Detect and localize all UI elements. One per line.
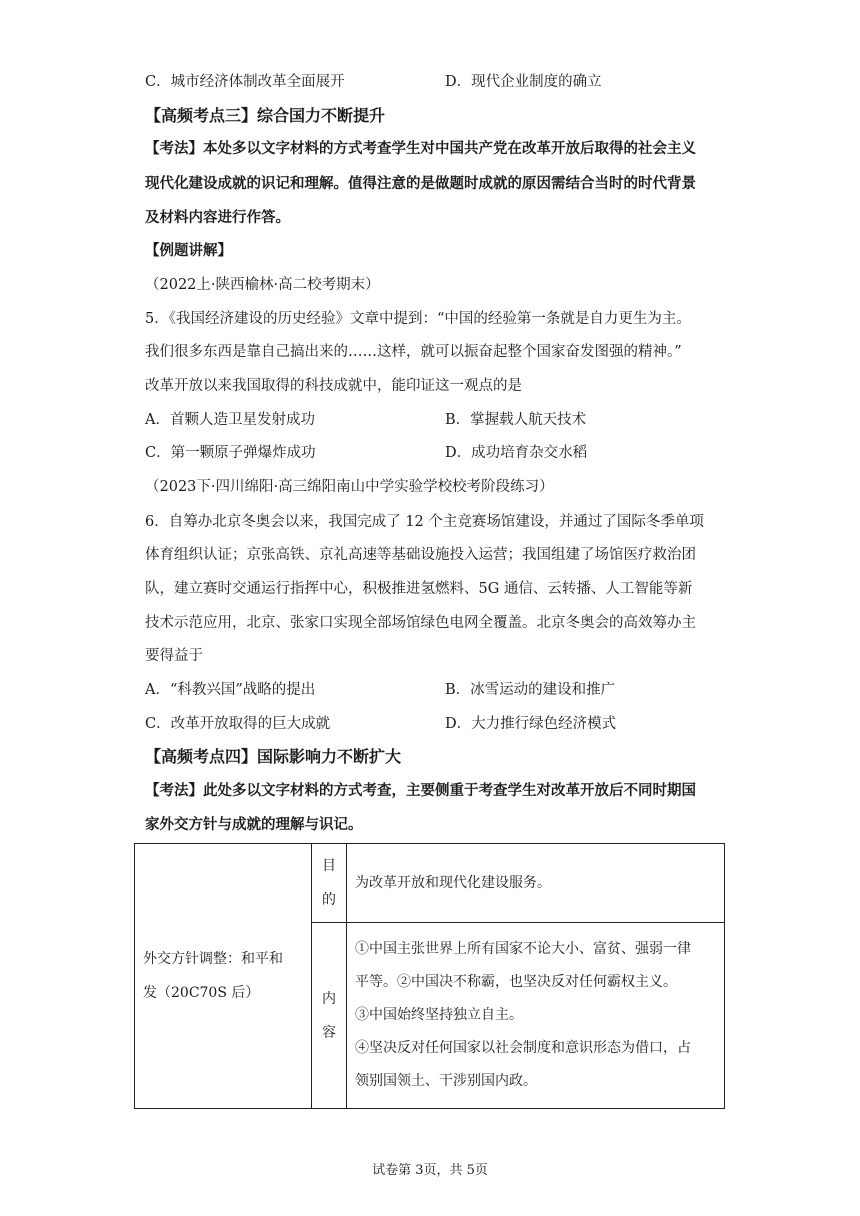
section3-heading: 【高频考点三】综合国力不断提升	[145, 106, 386, 125]
q6-option-c: C．改革开放取得的巨大成就	[145, 716, 331, 732]
content-line1: ①中国主张世界上所有国家不论大小、富贫、强弱一律	[355, 941, 691, 957]
q6-line5: 要得益于	[145, 648, 203, 664]
option-d-prev: D．现代企业制度的确立	[445, 74, 602, 90]
section4-kaofa-line1: 【考法】此处多以文字材料的方式考查，主要侧重于考查学生对改革开放后不同时期国	[145, 783, 696, 799]
q6-option-b: B．冰雪运动的建设和推广	[445, 682, 616, 698]
content-text-cell	[347, 923, 725, 1109]
q6-line3: 队，建立赛时交通运行指挥中心，积极推进氢燃料、5G 通信、云转播、人工智能等新	[145, 581, 693, 597]
purpose-text: 为改革开放和现代化建设服务。	[355, 874, 551, 891]
content-label-cell	[312, 923, 347, 1109]
section3-kaofa-line3: 及材料内容进行作答。	[145, 210, 290, 226]
diplomacy-table	[134, 843, 725, 1109]
purpose-text-cell	[347, 844, 725, 923]
purpose-label-2: 的	[322, 892, 336, 908]
section4-kaofa-line2: 家外交方针与成就的理解与识记。	[145, 817, 363, 833]
table-row	[135, 844, 725, 923]
q5-line1: 5．《我国经济建设的历史经验》文章中提到：“中国的经验第一条就是自力更生为主。	[145, 311, 691, 327]
example-label: 【例题讲解】	[145, 243, 232, 259]
q5-source: （2022上·陕西榆林·高二校考期末）	[145, 277, 380, 293]
q6-line2: 体育组织认证；京张高铁、京礼高速等基础设施投入运营；我国组建了场馆医疗救治团	[145, 547, 696, 563]
q5-line2: 我们很多东西是靠自己搞出来的……这样，就可以振奋起整个国家奋发图强的精神。”	[145, 344, 682, 360]
policy-title-cell	[135, 844, 312, 1109]
section3-kaofa-line2: 现代化建设成就的识记和理解。值得注意的是做题时成就的原因需结合当时的时代背景	[145, 176, 696, 192]
content-line5: 领别国领土、干涉别国内政。	[355, 1073, 537, 1089]
section3-kaofa-line1: 【考法】本处多以文字材料的方式考查学生对中国共产党在改革开放后取得的社会主义	[145, 141, 696, 157]
purpose-label-1: 目	[322, 858, 336, 874]
content-label-2: 容	[322, 1024, 336, 1041]
q5-option-c: C．第一颗原子弹爆炸成功	[145, 445, 316, 461]
content-label-1: 内	[322, 990, 336, 1007]
content-line2: 平等。②中国决不称霸，也坚决反对任何霸权主义。	[355, 974, 677, 990]
purpose-label-cell	[312, 844, 347, 923]
q6-line4: 技术示范应用，北京、张家口实现全部场馆绿色电网全覆盖。北京冬奥会的高效筹办主	[145, 615, 696, 631]
section4-heading: 【高频考点四】国际影响力不断扩大	[145, 747, 402, 766]
q5-option-a: A．首颗人造卫星发射成功	[145, 412, 315, 428]
q6-option-a: A．“科教兴国”战略的提出	[145, 682, 316, 698]
option-c-prev: C．城市经济体制改革全面展开	[145, 74, 345, 90]
page-footer: 试卷第 3页，共 5页	[372, 1163, 488, 1178]
q5-line3: 改革开放以来我国取得的科技成就中，能印证这一观点的是	[145, 378, 522, 394]
content-line4: ④坚决反对任何国家以社会制度和意识形态为借口，占	[355, 1040, 691, 1056]
q5-option-d: D．成功培育杂交水稻	[445, 445, 588, 461]
content-line3: ③中国始终坚持独立自主。	[355, 1007, 523, 1023]
policy-title-line1: 外交方针调整：和平和	[143, 951, 283, 967]
policy-title-line2: 发（20C70S 后）	[143, 985, 260, 1001]
q6-source: （2023下·四川绵阳·高三绵阳南山中学实验学校校考阶段练习）	[145, 479, 554, 495]
q6-line1: 6．自筹办北京冬奥会以来，我国完成了 12 个主竞赛场馆建设，并通过了国际冬季单项	[145, 514, 704, 530]
q5-option-b: B．掌握载人航天技术	[445, 412, 587, 428]
q6-option-d: D．大力推行绿色经济模式	[445, 716, 617, 732]
